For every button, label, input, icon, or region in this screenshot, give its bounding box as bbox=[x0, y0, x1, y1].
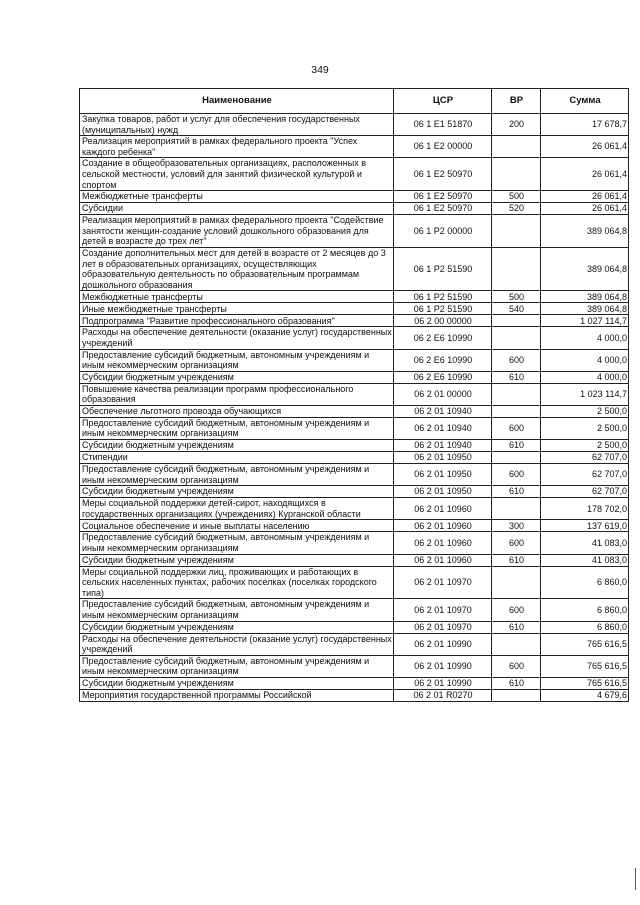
cell-csr: 06 1 E2 50970 bbox=[394, 203, 492, 215]
cell-name: Меры социальной поддержки лиц, проживающих и работающих в сельских населенных пунктах, рабочих поселках (поселках городского типа) bbox=[80, 566, 394, 599]
table-row bbox=[80, 621, 629, 633]
header-vr: ВР bbox=[492, 89, 541, 114]
table-row bbox=[80, 136, 629, 158]
table-row bbox=[80, 191, 629, 203]
cell-vr: 610 bbox=[492, 486, 541, 498]
table-row bbox=[80, 486, 629, 498]
cell-csr: 06 1 P2 00000 bbox=[394, 215, 492, 248]
table-row bbox=[80, 383, 629, 405]
cell-vr bbox=[492, 247, 541, 290]
cell-csr: 06 2 01 10990 bbox=[394, 633, 492, 655]
cell-vr: 600 bbox=[492, 417, 541, 439]
table-row bbox=[80, 520, 629, 532]
table-row bbox=[80, 566, 629, 599]
cell-csr: 06 2 01 10970 bbox=[394, 599, 492, 621]
cell-csr: 06 1 E2 00000 bbox=[394, 136, 492, 158]
cell-sum: 4 000,0 bbox=[541, 371, 629, 383]
cell-sum: 1 027 114,7 bbox=[541, 315, 629, 327]
cell-csr: 06 2 01 10970 bbox=[394, 566, 492, 599]
cell-name: Обеспечение льготного провозда обучающихся bbox=[80, 405, 394, 417]
cell-vr bbox=[492, 405, 541, 417]
cell-name: Предоставление субсидий бюджетным, автономным учреждениям и иным некоммерческим организациям bbox=[80, 464, 394, 486]
budget-table bbox=[79, 88, 629, 702]
cell-sum: 4 679,6 bbox=[541, 689, 629, 701]
cell-name: Повышение качества реализации программ профессионального образования bbox=[80, 383, 394, 405]
cell-csr: 06 1 P2 51590 bbox=[394, 247, 492, 290]
cell-vr: 200 bbox=[492, 114, 541, 136]
table-row bbox=[80, 215, 629, 248]
cell-csr: 06 1 E2 50970 bbox=[394, 158, 492, 191]
cell-name: Реализация мероприятий в рамках федерального проекта "Успех каждого ребенка" bbox=[80, 136, 394, 158]
table-row bbox=[80, 315, 629, 327]
cell-csr: 06 2 01 10960 bbox=[394, 554, 492, 566]
cell-vr: 610 bbox=[492, 371, 541, 383]
cell-csr: 06 2 E6 10990 bbox=[394, 327, 492, 349]
cell-vr: 610 bbox=[492, 621, 541, 633]
cell-vr bbox=[492, 315, 541, 327]
cell-csr: 06 2 00 00000 bbox=[394, 315, 492, 327]
cell-name: Субсидии бюджетным учреждениям bbox=[80, 621, 394, 633]
cell-name: Субсидии бюджетным учреждениям bbox=[80, 371, 394, 383]
cell-name: Межбюджетные трансферты bbox=[80, 291, 394, 303]
cell-vr: 520 bbox=[492, 203, 541, 215]
cell-sum: 26 061,4 bbox=[541, 191, 629, 203]
cell-csr: 06 2 01 10960 bbox=[394, 532, 492, 554]
cell-sum: 26 061,4 bbox=[541, 136, 629, 158]
cell-csr: 06 2 01 10990 bbox=[394, 655, 492, 677]
cell-sum: 2 500,0 bbox=[541, 405, 629, 417]
cell-vr bbox=[492, 633, 541, 655]
cell-csr: 06 2 01 10950 bbox=[394, 464, 492, 486]
cell-sum: 41 083,0 bbox=[541, 554, 629, 566]
table-row bbox=[80, 303, 629, 315]
cell-name: Расходы на обеспечение деятельности (оказание услуг) государственных учреждений bbox=[80, 327, 394, 349]
cell-vr: 600 bbox=[492, 599, 541, 621]
cell-csr: 06 2 01 10940 bbox=[394, 440, 492, 452]
table-row bbox=[80, 440, 629, 452]
cell-sum: 62 707,0 bbox=[541, 486, 629, 498]
cell-name: Субсидии бюджетным учреждениям bbox=[80, 677, 394, 689]
table-row bbox=[80, 371, 629, 383]
cell-sum: 2 500,0 bbox=[541, 440, 629, 452]
cell-sum: 389 064,8 bbox=[541, 215, 629, 248]
cell-name: Субсидии бюджетным учреждениям bbox=[80, 554, 394, 566]
table-row bbox=[80, 689, 629, 701]
cell-vr bbox=[492, 383, 541, 405]
cell-sum: 6 860,0 bbox=[541, 621, 629, 633]
table-row bbox=[80, 498, 629, 520]
cell-sum: 4 000,0 bbox=[541, 349, 629, 371]
cell-sum: 2 500,0 bbox=[541, 417, 629, 439]
cell-sum: 178 702,0 bbox=[541, 498, 629, 520]
cell-name: Предоставление субсидий бюджетным, автономным учреждениям и иным некоммерческим организациям bbox=[80, 417, 394, 439]
table-body bbox=[80, 114, 629, 702]
cell-sum: 389 064,8 bbox=[541, 247, 629, 290]
table-row bbox=[80, 677, 629, 689]
cell-vr: 540 bbox=[492, 303, 541, 315]
cell-csr: 06 2 01 10970 bbox=[394, 621, 492, 633]
cell-csr: 06 2 01 10960 bbox=[394, 520, 492, 532]
cell-vr bbox=[492, 158, 541, 191]
cell-name: Межбюджетные трансферты bbox=[80, 191, 394, 203]
cell-sum: 137 619,0 bbox=[541, 520, 629, 532]
cell-sum: 6 860,0 bbox=[541, 566, 629, 599]
cell-sum: 26 061,4 bbox=[541, 203, 629, 215]
cell-name: Стипендии bbox=[80, 452, 394, 464]
cell-name: Реализация мероприятий в рамках федерального проекта "Содействие занятости женщин-создание условий дошкольного образования для детей в возрасте до трех лет" bbox=[80, 215, 394, 248]
cell-sum: 26 061,4 bbox=[541, 158, 629, 191]
cell-sum: 1 023 114,7 bbox=[541, 383, 629, 405]
table-row bbox=[80, 599, 629, 621]
cell-vr: 500 bbox=[492, 191, 541, 203]
cell-name: Расходы на обеспечение деятельности (оказание услуг) государственных учреждений bbox=[80, 633, 394, 655]
cell-vr: 610 bbox=[492, 440, 541, 452]
cell-csr: 06 1 E2 50970 bbox=[394, 191, 492, 203]
cell-vr: 600 bbox=[492, 532, 541, 554]
header-name: Наименование bbox=[80, 89, 394, 114]
cell-name: Подпрограмма "Развитие профессионального образования" bbox=[80, 315, 394, 327]
cell-name: Предоставление субсидий бюджетным, автономным учреждениям и иным некоммерческим организациям bbox=[80, 599, 394, 621]
page-number: 349 bbox=[311, 64, 329, 76]
table-row bbox=[80, 203, 629, 215]
cell-vr bbox=[492, 215, 541, 248]
scan-edge-mark bbox=[635, 868, 636, 890]
cell-sum: 765 616,5 bbox=[541, 677, 629, 689]
cell-csr: 06 2 01 R0270 bbox=[394, 689, 492, 701]
cell-csr: 06 2 01 00000 bbox=[394, 383, 492, 405]
cell-name: Предоставление субсидий бюджетным, автономным учреждениям и иным некоммерческим организациям bbox=[80, 532, 394, 554]
cell-vr bbox=[492, 689, 541, 701]
cell-sum: 41 083,0 bbox=[541, 532, 629, 554]
cell-sum: 4 000,0 bbox=[541, 327, 629, 349]
header-csr: ЦСР bbox=[394, 89, 492, 114]
table-row bbox=[80, 464, 629, 486]
cell-sum: 62 707,0 bbox=[541, 452, 629, 464]
table-row bbox=[80, 405, 629, 417]
cell-name: Закупка товаров, работ и услуг для обеспечения государственных (муниципальных) нужд bbox=[80, 114, 394, 136]
table-row bbox=[80, 452, 629, 464]
cell-name: Субсидии бюджетным учреждениям bbox=[80, 440, 394, 452]
cell-name: Создание в общеобразовательных организациях, расположенных в сельской местности, условий для занятий физической культурой и спортом bbox=[80, 158, 394, 191]
cell-csr: 06 1 P2 51590 bbox=[394, 303, 492, 315]
table-row bbox=[80, 114, 629, 136]
cell-vr: 500 bbox=[492, 291, 541, 303]
cell-vr bbox=[492, 136, 541, 158]
cell-name: Предоставление субсидий бюджетным, автономным учреждениям и иным некоммерческим организациям bbox=[80, 349, 394, 371]
cell-vr bbox=[492, 566, 541, 599]
cell-csr: 06 1 P2 51590 bbox=[394, 291, 492, 303]
cell-csr: 06 2 01 10990 bbox=[394, 677, 492, 689]
table-row bbox=[80, 291, 629, 303]
cell-name: Предоставление субсидий бюджетным, автономным учреждениям и иным некоммерческим организациям bbox=[80, 655, 394, 677]
table-row bbox=[80, 655, 629, 677]
cell-name: Социальное обеспечение и иные выплаты населению bbox=[80, 520, 394, 532]
header-row bbox=[80, 89, 629, 114]
cell-csr: 06 2 E6 10990 bbox=[394, 349, 492, 371]
cell-name: Субсидии bbox=[80, 203, 394, 215]
table-row bbox=[80, 327, 629, 349]
table-header bbox=[80, 89, 629, 114]
cell-vr: 610 bbox=[492, 554, 541, 566]
cell-name: Иные межбюджетные трансферты bbox=[80, 303, 394, 315]
cell-vr bbox=[492, 452, 541, 464]
cell-csr: 06 2 01 10950 bbox=[394, 452, 492, 464]
cell-sum: 765 616,5 bbox=[541, 633, 629, 655]
cell-name: Меры социальной поддержки детей-сирот, находящихся в государственных организациях (учреждениях) Курганской области bbox=[80, 498, 394, 520]
cell-vr: 300 bbox=[492, 520, 541, 532]
cell-sum: 389 064,8 bbox=[541, 291, 629, 303]
table-row bbox=[80, 158, 629, 191]
cell-vr: 600 bbox=[492, 655, 541, 677]
header-sum: Сумма bbox=[541, 89, 629, 114]
cell-sum: 389 064,8 bbox=[541, 303, 629, 315]
cell-sum: 765 616,5 bbox=[541, 655, 629, 677]
table-row bbox=[80, 554, 629, 566]
table-row bbox=[80, 417, 629, 439]
cell-csr: 06 1 E1 51870 bbox=[394, 114, 492, 136]
cell-csr: 06 2 01 10960 bbox=[394, 498, 492, 520]
cell-sum: 17 678,7 bbox=[541, 114, 629, 136]
cell-vr: 610 bbox=[492, 677, 541, 689]
cell-name: Создание дополнительных мест для детей в возрасте от 2 месяцев до 3 лет в образовательных организациях, осуществляющих образовательную деятельность по образовательным программам дошкольного образования bbox=[80, 247, 394, 290]
table-row bbox=[80, 247, 629, 290]
cell-vr: 600 bbox=[492, 349, 541, 371]
cell-csr: 06 2 01 10940 bbox=[394, 417, 492, 439]
cell-sum: 6 860,0 bbox=[541, 599, 629, 621]
cell-vr bbox=[492, 327, 541, 349]
table-row bbox=[80, 532, 629, 554]
cell-csr: 06 2 01 10950 bbox=[394, 486, 492, 498]
cell-vr: 600 bbox=[492, 464, 541, 486]
cell-csr: 06 2 E6 10990 bbox=[394, 371, 492, 383]
cell-name: Мероприятия государственной программы Российской bbox=[80, 689, 394, 701]
cell-sum: 62 707,0 bbox=[541, 464, 629, 486]
table-row bbox=[80, 349, 629, 371]
table-row bbox=[80, 633, 629, 655]
cell-name: Субсидии бюджетным учреждениям bbox=[80, 486, 394, 498]
cell-vr bbox=[492, 498, 541, 520]
cell-csr: 06 2 01 10940 bbox=[394, 405, 492, 417]
